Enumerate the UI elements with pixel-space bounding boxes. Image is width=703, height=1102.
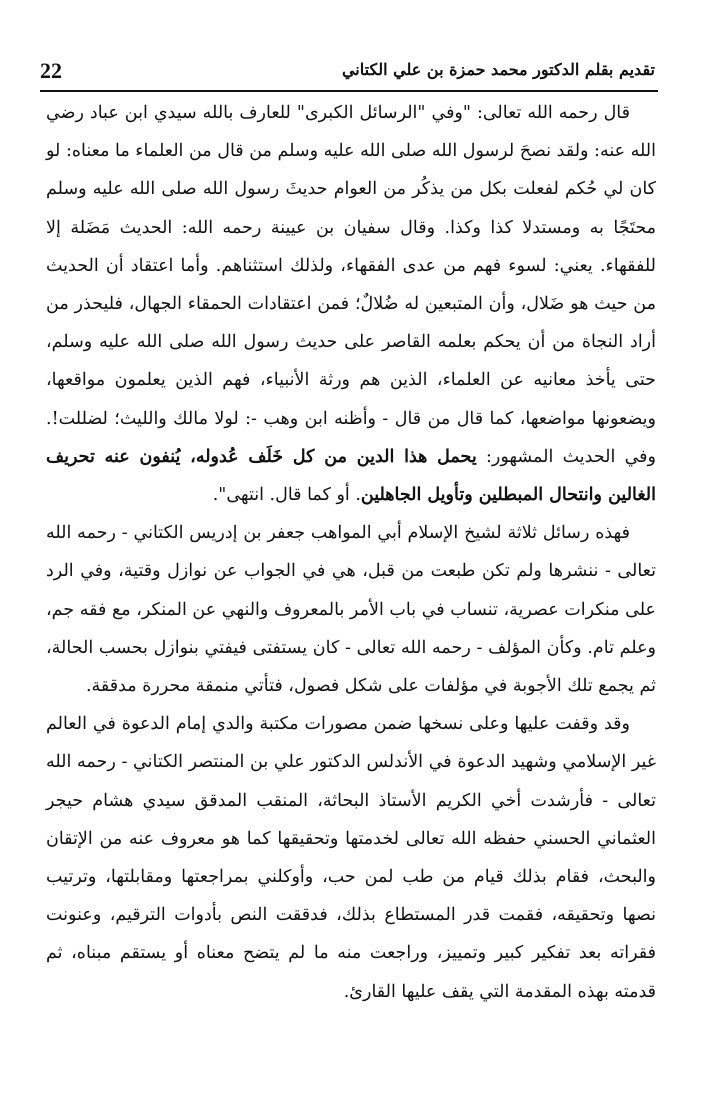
header-rule bbox=[40, 90, 658, 92]
paragraph-quote bbox=[46, 94, 656, 514]
body-text bbox=[46, 94, 656, 1011]
page-number: 22 bbox=[40, 58, 62, 83]
paragraph-manuscripts bbox=[46, 705, 656, 1011]
paragraph-text: وقد وقفت عليها وعلى نسخها ضمن مصورات مكتبة والدي إمام الدعوة في العالم غير الإسلامي وشهيد الدعوة في الأندلس الدكتور علي بن المنتصر الكتاني - رحمه الله تعالى - فأرشدت أخي الكريم الأستاذ البحاثة، المنقب المدقق سيدي هشام حيجر العثماني الحسني حفظه الله تعالى لخدمتها وتحقيقها كما هو معروف عنه من الإتقان والبحث، فقام بذلك قيام من طب لمن حب، وأوكلني بمراجعتها ومقابلتها، وترتيب نصها وتحقيقه، فقمت قدر المستطاع بذلك، فدققت النص بأدوات الترقيم، وعنونت فقراته بعد تفكير كبير وتمييز، وراجعت منه ما لم يتضح معناه أو يستقم مبناه، ثم قدمته بهذه المقدمة التي يقف عليها القارئ. bbox=[46, 714, 656, 1002]
paragraph-text: قال رحمه الله تعالى: "وفي "الرسائل الكبرى" للعارف بالله سيدي ابن عباد رضي الله عنه: ولقد نصحَ لرسول الله صلى الله عليه وسلم من قال من العلماء ما معناه: لو كان لي حُكم لفعلت بكل من يذكُر من العوام حديثَ رسول الله صلى الله عليه وسلم محتَجًا به ومستدلا كذا وكذا. وقال سفيان بن عيينة رحمه الله: الحديث مَضَلة إلا للفقهاء. يعني: لسوء فهم من عدى الفقهاء، ولذلك استثناهم. وأما اعتقاد أن الحديث من حيث هو ضَلال، وأن المتبعين له ضُلالٌ؛ فمن اعتقادات الحمقاء الجهال، فليحذر من أراد النجاة من أن يحكم بعلمه القاصر على حديث رسول الله صلى الله عليه وسلم، حتى يأخذ معانيه عن العلماء، الذين هم ورثة الأنبياء، فهم الذين يعلمون مواقعها، ويضعونها مواضعها، كما قال من قال - وأظنه ابن وهب -: لولا مالك والليث؛ لضللت!. وفي الحديث المشهور: bbox=[46, 103, 656, 467]
paragraph-text: . أو كما قال. انتهى". bbox=[212, 485, 361, 506]
running-title: تقديم بقلم الدكتور محمد حمزة بن علي الكتاني bbox=[341, 60, 655, 79]
page-header bbox=[40, 58, 655, 88]
paragraph-epistles bbox=[46, 514, 656, 705]
hadith-quote: يحمل هذا الدين من كل خَلَف عُدوله، يُنفون عنه تحريف الغالين وانتحال المبطلين وتأويل الجاهلين bbox=[46, 446, 656, 506]
paragraph-text: فهذه رسائل ثلاثة لشيخ الإسلام أبي المواهب جعفر بن إدريس الكتاني - رحمه الله تعالى - ننشرها ولم تكن طبعت من قبل، هي في الجواب عن نوازل وقتية، وفي الرد على منكرات عصرية، تنساب في باب الأمر بالمعروف والنهي عن المنكر، مع فقه جم، وعلم تام. وكأن المؤلف - رحمه الله تعالى - كان يستفتى فيفتي بنوازل بحسب الحالة، ثم يجمع تلك الأجوبة في مؤلفات على شكل فصول، فتأتي منمقة محررة مدققة. bbox=[46, 523, 656, 697]
